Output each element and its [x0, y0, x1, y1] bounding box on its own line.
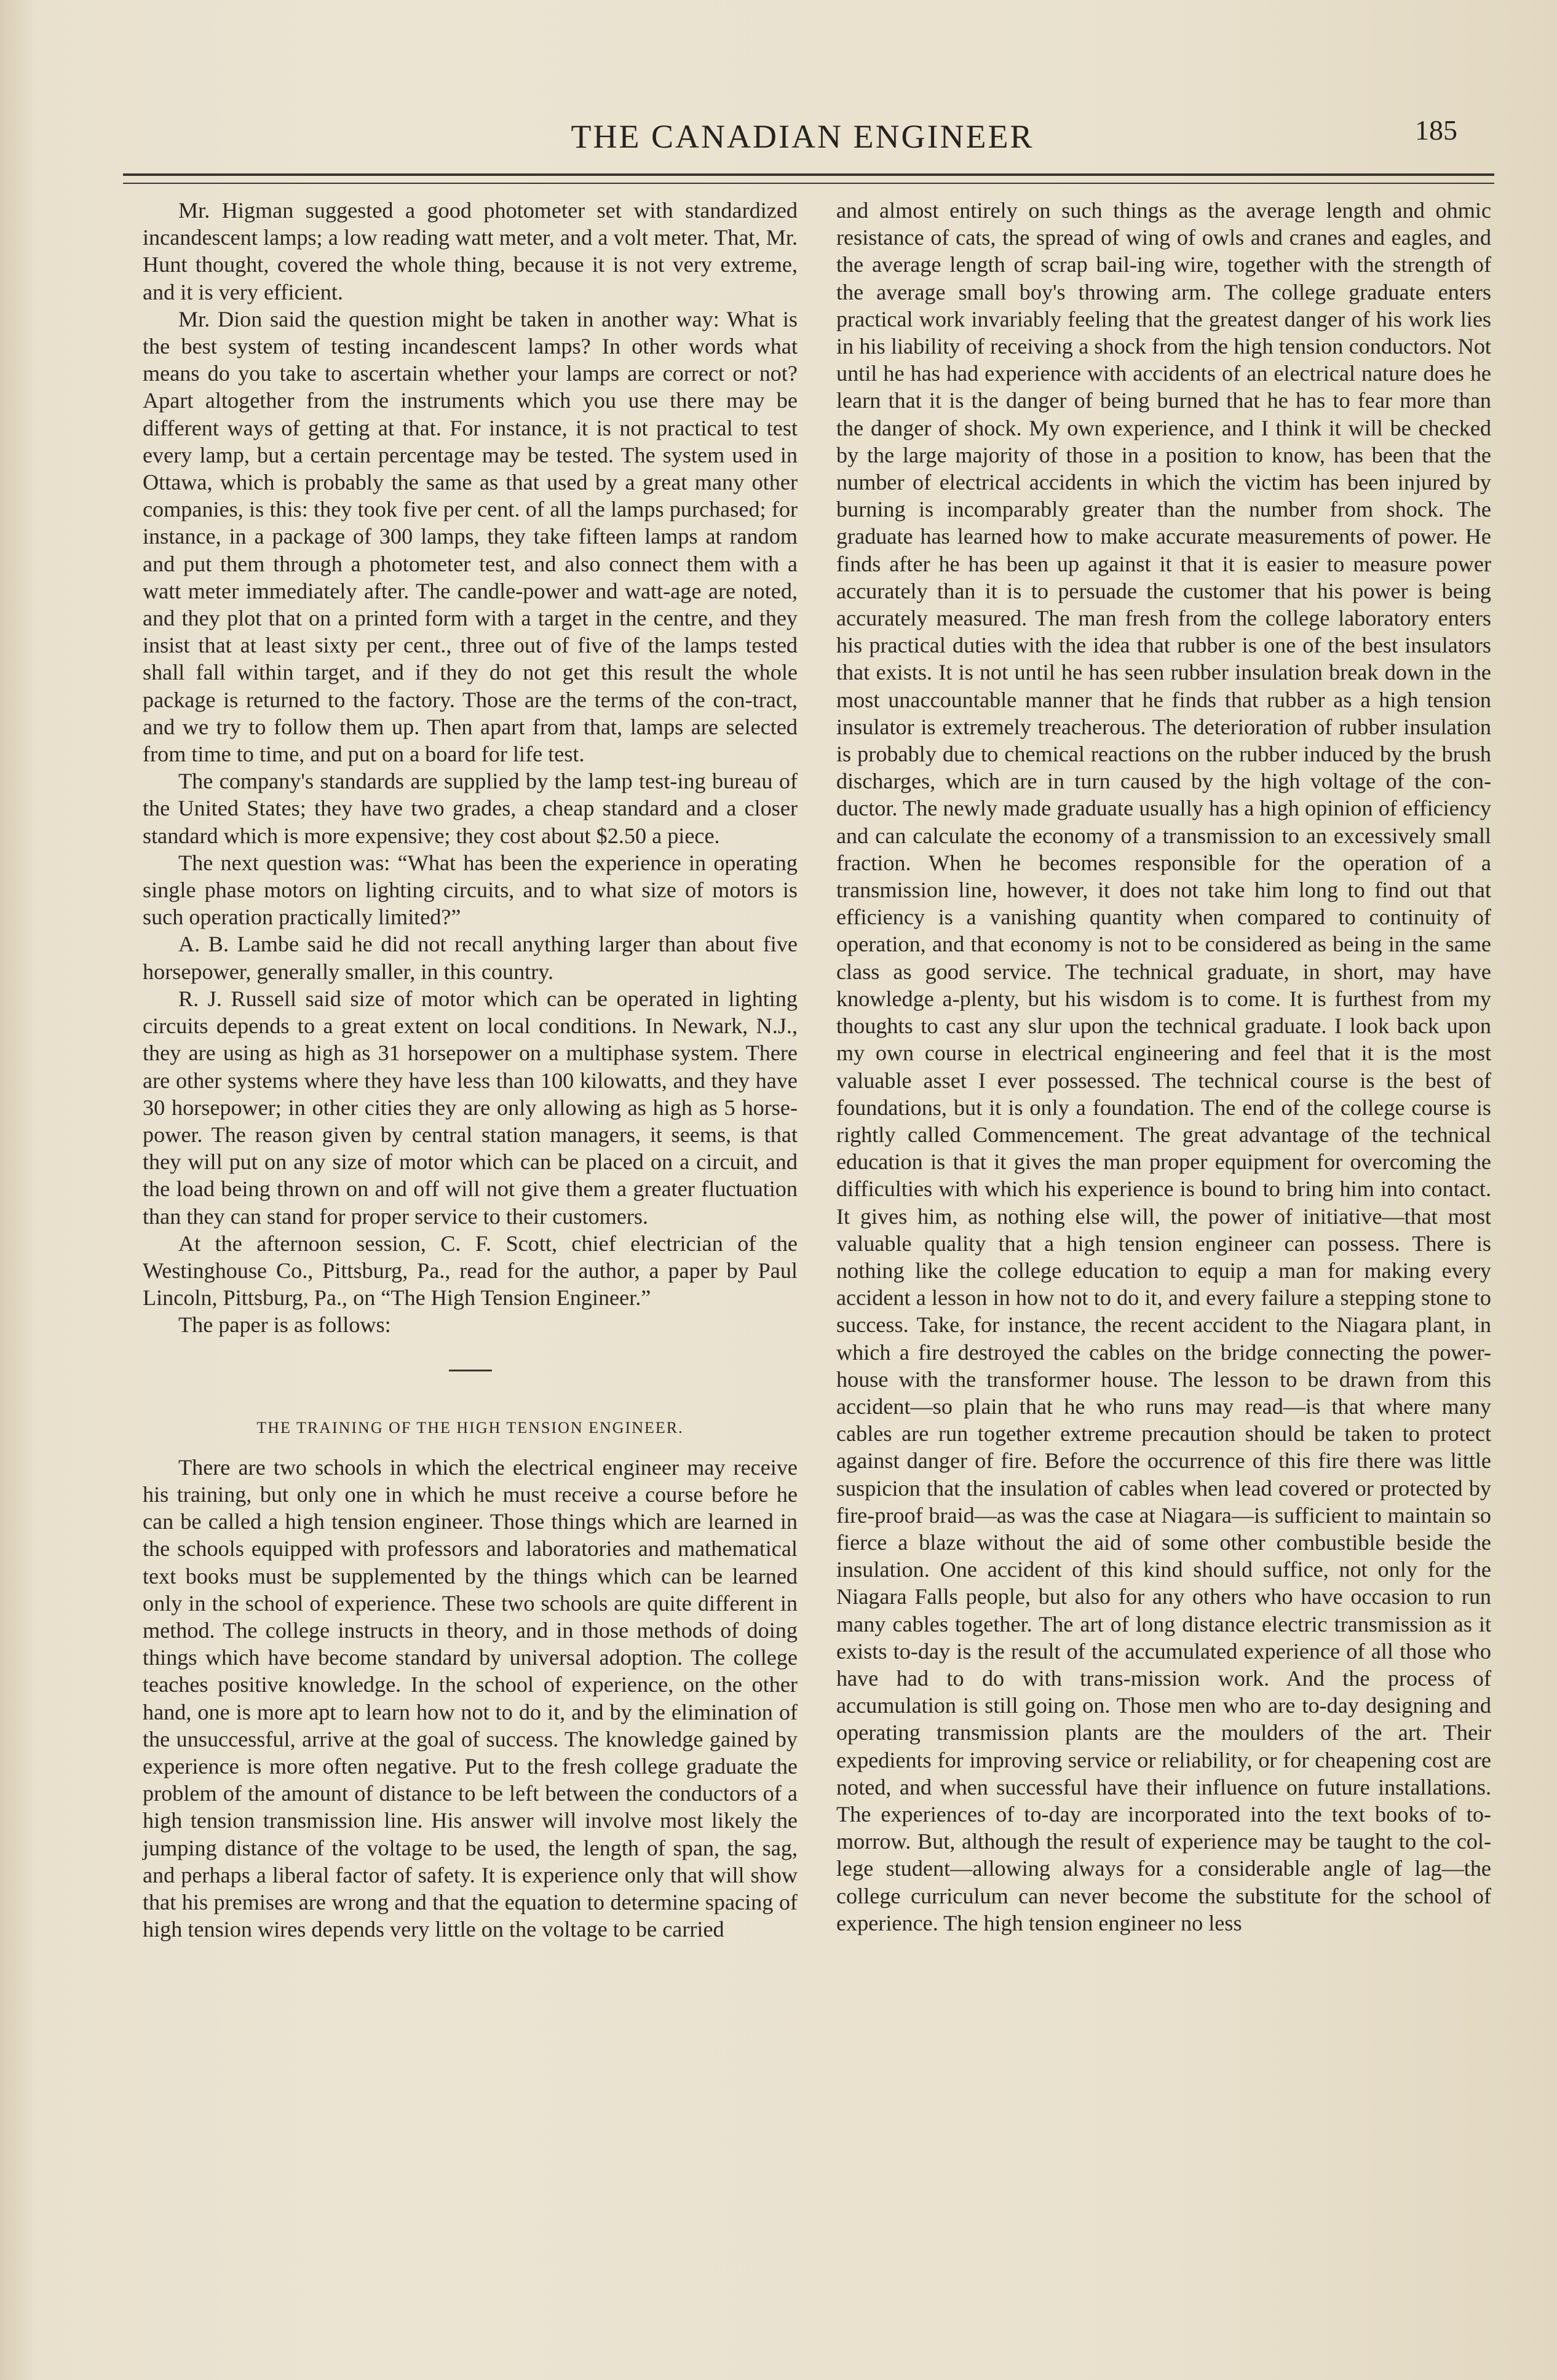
paragraph: There are two schools in which the electrical engineer may receive his training, but only one in which he must receive a course before he can be called a high tension engineer. Those things which are learned in the schools equipped with professors and laboratories and mathematical text books must be supplemented by the things which can be learned only in the school of experience. These two schools are quite different in method. The college instructs in theory, and in those methods of doing things which have become standard by universal adoption. The college teaches positive knowledge. In the school of experience, on the other hand, one is more apt to learn how not to do it, and by the elimination of the unsuccessful, arrive at the goal of success. The knowledge gained by experience is more often negative. Put to the fresh college graduate the problem of the amount of distance to be left between the conductors of a high tension transmission line. His answer will involve most likely the jumping distance of the voltage to be used, the length of span, the sag, and perhaps a liberal factor of safety. It is experience only that will show that his premises are wrong and that the equation to determine spacing of high tension wires depends very little on the voltage to be carried	[143, 1454, 798, 1942]
paragraph: The paper is as follows:	[178, 1312, 391, 1338]
journal-title: THE CANADIAN ENGINEER	[571, 118, 1034, 155]
paragraph: and almost entirely on such things as the average length and ohmic resistance of cats, the spread of wing of owls and cranes and eagles, and the average length of scrap bail-ing wire, together with the strength of the average small boy's throwing arm. The college graduate enters practical work invariably feeling that the greatest danger of his work lies in his liability of receiving a shock from the high tension conductors. Not until he has had experience with accidents of an electrical nature does he learn that it is the danger of being burned that he has to fear more than the danger of shock. My own experience, and I think it will be checked by the large majority of those in a position to know, has been that the number of electrical accidents in which the victim has been injured by burning is incomparably greater than the number from shock. The graduate has learned how to make accurate measurements of power. He finds after he has been up against it that it is easier to measure power accurately than it is to persuade the customer that his power is being accurately measured. The man fresh from the college laboratory enters his practical duties with the idea that rubber is one of the best insulators that exists. It is not until he has seen rubber insulation break down in the most unaccountable manner that he finds that rubber as a high tension insulator is extremely treacherous. The deterioration of rubber insulation is probably due to chemical reactions on the rubber induced by the brush discharges, which are in turn caused by the high voltage of the con-ductor. The newly made graduate usually has a high opinion of efficiency and can calculate the economy of a transmission to an excessively small fraction. When he becomes responsible for the operation of a transmission line, however, it does not take him long to find out that efficiency is a vanishing quantity when compared to continuity of operation, and that economy is not to be considered as being in the same class as good service. The technical graduate, in short, may have knowledge a-plenty, but his wisdom is to come. It is furthest from my thoughts to cast any slur upon the technical graduate. I look back upon my own course in electrical engineering and feel that it is the most valuable asset I ever possessed. The technical course is the best of foundations, but it is only a foundation. The end of the college course is rightly called Commencement. The great advantage of the technical education is that it gives the man proper equipment for overcoming the difficulties with which his experience is bound to bring him into contact. It gives him, as nothing else will, the power of initiative—that most valuable quality that a high tension engineer can possess. There is nothing like the college education to equip a man for making every accident a lesson in how not to do it, and every failure a stepping stone to success. Take, for instance, the recent accident to the Niagara plant, in which a fire destroyed the cables on the bridge connecting the power-house with the transformer house. The lesson to be drawn from this accident—so plain that he who runs may read—is that where many cables are run together extreme precaution should be taken to protect against danger of fire. Before the occurrence of this fire there was little suspicion that the insulation of cables when lead covered or protected by fire-proof braid—as was the case at Niagara—is sufficient to maintain so fierce a blaze without the aid of some other combustible beside the insulation. One accident of this kind should suffice, not only for the Niagara Falls people, but also for any others who have occasion to run many cables together. The art of long distance electric transmission as it exists to-day is the result of the accumulated experience of all those who have had to do with trans-mission work. And the process of accumulation is still going on. Those men who are to-day designing and operating transmission plants are the moulders of the art. Their expedients for improving service or reliability, or for cheapening cost are noted, and when successful have their influence on future installations. The experiences of to-day are incorporated into the text books of to-morrow. But, although the result of experience may be taught to the col-lege student—allowing always for a considerable angle of lag—the college curriculum can never become the substitute for the school of experience. The high tension engineer no less	[836, 198, 1491, 1935]
left-column	[143, 197, 798, 1943]
paragraph: Mr. Higman suggested a good photometer set with standardized incandescent lamps; a low reading watt meter, and a volt meter. That, Mr. Hunt thought, covered the whole thing, because it is not very extreme, and it is very efficient.	[143, 198, 798, 304]
paragraph: R. J. Russell said size of motor which can be operated in lighting circuits depends to a great extent on local conditions. In Newark, N.J., they are using as high as 31 horsepower on a multiphase system. There are other systems where they have less than 100 kilowatts, and they have 30 horsepower; in other cities they are only allowing as high as 5 horse-power. The reason given by central station managers, it seems, is that they will put on any size of motor which can be placed on a circuit, and the load being thrown on and off will not give them a greater fluctuation than they can stand for proper service to their customers.	[143, 986, 798, 1229]
section-divider	[449, 1370, 492, 1371]
header-rule-thick	[123, 173, 1494, 176]
header-rule-thin	[123, 183, 1494, 184]
right-column	[836, 197, 1491, 1937]
section-heading: THE TRAINING OF THE HIGH TENSION ENGINEER.	[256, 1418, 684, 1437]
paragraph: Mr. Dion said the question might be taken in another way: What is the best system of testing incandescent lamps? In other words what means do you take to ascertain whether your lamps are correct or not? Apart altogether from the instruments which you use there may be different ways of getting at that. For instance, it is not practical to test every lamp, but a certain percentage may be tested. The system used in Ottawa, which is probably the same as that used by a great many other companies, is this: they took five per cent. of all the lamps purchased; for instance, in a package of 300 lamps, they take fifteen lamps at random and put them through a photometer test, and also connect them with a watt meter immediately after. The candle-power and watt-age are noted, and they plot that on a printed form with a target in the centre, and they insist that at least sixty per cent., three out of five of the lamps tested shall fall within target, and if they do not get this result the whole package is returned to the factory. Those are the terms of the con-tract, and we try to follow them up. Then apart from that, lamps are selected from time to time, and put on a board for life test.	[143, 306, 798, 767]
paragraph: At the afternoon session, C. F. Scott, chief electrician of the Westinghouse Co., Pittsburg, Pa., read for the author, a paper by Paul Lincoln, Pittsburg, Pa., on “The High Tension Engineer.”	[143, 1231, 798, 1311]
page-header	[123, 114, 1482, 169]
paragraph: The next question was: “What has been the experience in operating single phase motors on lighting circuits, and to what size of motors is such operation practically limited?”	[143, 850, 798, 930]
page-number: 185	[1415, 114, 1457, 146]
paragraph: The company's standards are supplied by the lamp test-ing bureau of the United States; they have two grades, a cheap standard and a closer standard which is more expensive; they cost about $2.50 a piece.	[143, 769, 798, 848]
paragraph: A. B. Lambe said he did not recall anything larger than about five horsepower, generally smaller, in this country.	[143, 932, 798, 984]
